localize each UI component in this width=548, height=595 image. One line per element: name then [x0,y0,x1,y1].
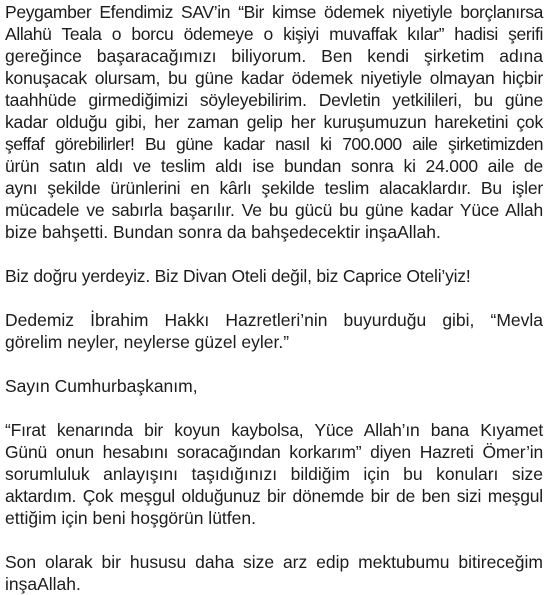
text-line: Dedemiz İbrahim Hakkı Hazretleri’nin buyurduğu gibi, “Mevla [5,310,543,330]
text-line: taahhüde girmediğimizi söyleyebilirim. Devletin yetkilileri, bu güne [5,90,543,110]
text-line: Sayın Cumhurbaşkanım, [5,376,198,396]
paragraph-hazreti-omer-quote [5,419,543,529]
text-line: Son olarak bir hususu daha size arz edip mektubumu bitireceğim [5,552,543,572]
text-line: ettiğim için beni hoşgörün lütfen. [5,508,256,528]
text-line: mücadele ve sabırla başarılır. Ve bu gücü bu güne kadar Yüce Allah [5,200,543,220]
text-line: görelim neyler, neylerse güzel eyler.” [5,332,290,352]
salutation [5,375,543,397]
text-line: sorumluluk anlayışını taşıdığınızı bildiğim için bu konuları size [5,464,543,484]
paragraph-right-place [5,265,543,287]
text-line: inşaAllah. [5,574,81,594]
text-line: aynı şekilde ürünlerini en kârlı şekilde teslim alacaklardır. Bu işler [5,178,543,198]
text-line: Allahü Teala o borcu ödemeye o kişiyi muvaffak kılar” hadisi şerifi [5,24,543,44]
text-line: “Fırat kenarında bir koyun kaybolsa, Yüce Allah’ın bana Kıyamet [5,420,543,440]
text-line: aktardım. Çok meşgul olduğunuz bir dönemde bir de ben sizi meşgul [5,486,543,506]
text-line: Biz doğru yerdeyiz. Biz Divan Oteli değil, biz Caprice Oteli’yiz! [5,266,471,286]
paragraph-ibrahim-hakki-quote [5,309,543,353]
text-line: konuşacak olursam, bu güne kadar ödemek niyetiyle olmayan hiçbir [5,68,543,88]
paragraph-debt-repayment [5,1,543,243]
text-line: Günü onun hesabını soracağından korkarım” diyen Hazreti Ömer’in [5,442,543,462]
paragraph-closing [5,551,543,595]
text-line: kadar olduğu gibi, her zaman gelip her kuruşumuzun hareketini çok [5,112,543,132]
text-line: bize bahşetti. Bundan sonra da bahşedecektir inşaAllah. [5,222,441,242]
text-line: gereğince başaracağımızı biliyorum. Ben kendi şirketim adına [5,46,543,66]
text-line: ürün satın aldı ve teslim aldı ise bundan sonra ki 24.000 aile de [5,156,543,176]
text-line: Peygamber Efendimiz SAV’in “Bir kimse ödemek niyetiyle borçlanırsa [5,2,543,22]
text-line: şeffaf görebilirler! Bu güne kadar nasıl ki 700.000 aile şirketimizden [5,134,543,154]
